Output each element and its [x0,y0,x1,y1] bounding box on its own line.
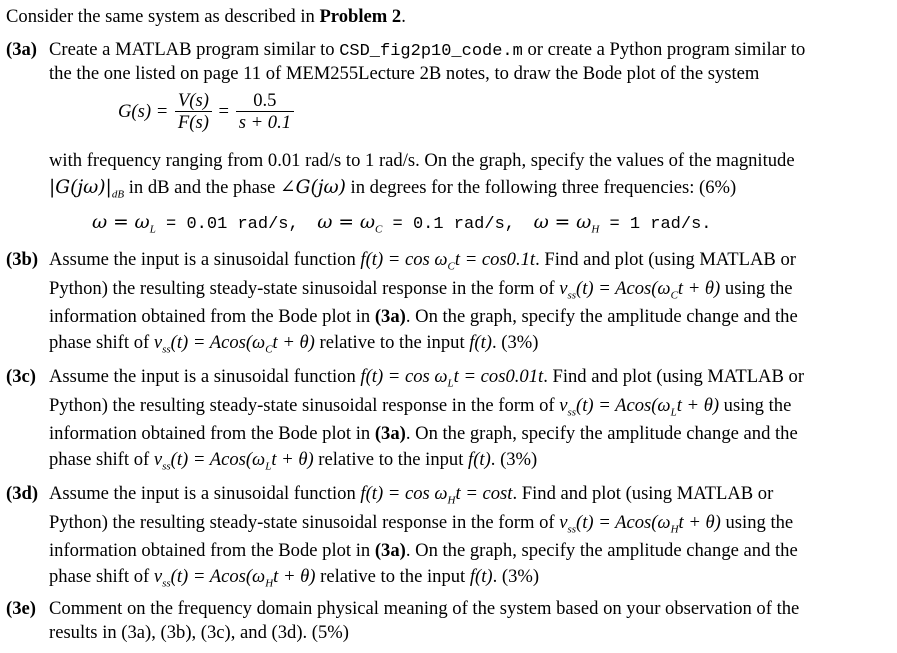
part-3a-text: Create a MATLAB program similar to [49,39,340,60]
part-3b-text: . Find and plot (using MATLAB or [535,249,796,270]
intro-suffix: . [401,6,406,27]
part-3c-text: using the [719,395,792,416]
intro-line [6,5,406,28]
part-3b-line-2 [49,277,793,300]
response-equation: (t) = Acos(ω [576,395,671,416]
part-3c-line-2 [49,394,791,417]
response-equation: t + θ) [678,512,721,533]
part-3a-text: or create a Python program similar to [522,39,806,60]
response-subscript: ss [567,289,577,302]
response-equation: (t) = Acos(ω [170,332,266,353]
part-3c-text: Assume the input is a sinusoidal function [49,366,361,387]
response-equation: t + θ) [273,566,316,587]
part-3d-line-4 [49,565,539,588]
part-3a-line-5 [49,176,736,199]
part-3a-text: in degrees for the following three frequencies: (6%) [345,177,737,198]
omega-subscript: L [447,377,454,390]
part-3b-text: information obtained from the Bode plot in [49,306,375,327]
fraction-denominator: F(s) [177,112,209,134]
part-reference: (3a) [374,423,406,444]
part-3c-text: phase shift of [49,449,154,470]
response-equation: (t) = Acos(ω [576,278,671,299]
part-3c-text: . (3%) [490,449,538,470]
part-3d-line-2 [49,511,793,534]
part-3d-line-3 [49,539,798,562]
part-3c-text: information obtained from the Bode plot in [49,423,375,444]
part-3b-text: phase shift of [49,332,154,353]
response-subscript: ss [162,460,171,473]
response-subscript: ss [567,523,577,536]
part-3e-line-1: Comment on the frequency domain physical meaning of the system based on your observation of the [49,598,800,619]
response-equation: (t) = Acos(ω [576,512,671,533]
part-3b-text: Assume the input is a sinusoidal function [49,249,361,270]
part-3e-label: (3e) [6,598,36,619]
part-3c-text: Python) the resulting steady-state sinusoidal response in the form of [49,395,560,416]
response-equation: t + θ) [271,449,314,470]
freq-low-subscript: L [149,223,156,236]
omega-subscript: H [265,577,274,590]
freq-high-subscript: H [591,223,600,236]
part-3d-line-1 [49,482,773,505]
part-3c-line-3 [49,422,798,445]
part-3b-label: (3b) [6,249,39,270]
part-3a-line-1 [49,38,805,62]
omega-subscript: C [447,260,455,273]
fraction-v-over-f [175,90,212,134]
part-3c-text: relative to the input [313,449,469,470]
part-3c-text: . Find and plot (using MATLAB or [543,366,805,387]
part-3d-text: . On the graph, specify the amplitude change and the [405,540,798,561]
part-3c-label: (3c) [6,366,36,387]
freq-high-symbol: ω = ω [533,212,592,233]
response-equation: t + θ) [272,332,315,353]
response-subscript: ss [567,406,577,419]
input-symbol: f(t) [469,332,492,353]
phase-expression: ∠G(jω) [280,177,346,198]
part-3d-text: information obtained from the Bode plot in [49,540,375,561]
fraction-gain [236,90,294,134]
response-symbol: v [559,512,568,533]
response-equation: (t) = Acos(ω [170,566,266,587]
response-equation: (t) = Acos(ω [170,449,266,470]
problem-reference: Problem 2 [319,6,402,27]
part-3a-line-4: with frequency ranging from 0.01 rad/s to 1 rad/s. On the graph, specify the values of the magnitude [49,150,795,171]
part-3d-text: . Find and plot (using MATLAB or [512,483,774,504]
fraction-denominator: s + 0.1 [238,112,292,134]
omega-subscript: C [670,289,678,302]
part-3d-text: Assume the input is a sinusoidal function [49,483,361,504]
transfer-function-equation [118,90,296,134]
part-3b-text: Python) the resulting steady-state sinusoidal response in the form of [49,278,560,299]
part-3d-text: . (3%) [492,566,540,587]
frequency-list [92,211,711,235]
input-function: t = cos0.1t [454,249,536,270]
magnitude-subscript: dB [111,188,125,201]
part-3a-text: in dB and the phase [124,177,281,198]
part-3b-line-1 [49,248,796,271]
input-symbol: f(t) [468,449,491,470]
part-3d-text: Python) the resulting steady-state sinusoidal response in the form of [49,512,560,533]
part-3a-line-2: the the one listed on page 11 of MEM255Lecture 2B notes, to draw the Bode plot of the system [49,63,760,84]
part-3b-line-4 [49,331,538,354]
part-3b-text: using the [720,278,793,299]
code-filename: CSD_fig2p10_code.m [339,42,523,61]
input-function: f(t) = cos ω [360,483,448,504]
response-subscript: ss [162,343,171,356]
input-function: t = cos0.01t [453,366,544,387]
response-symbol: v [153,449,163,470]
transfer-lhs: G(s) = [118,101,169,123]
fraction-numerator: 0.5 [236,90,294,112]
freq-low-value: = 0.01 rad/s, [155,215,299,234]
part-3d-text: using the [720,512,794,533]
freq-corner-subscript: C [375,223,383,236]
fraction-numerator: V(s) [175,90,212,112]
part-reference: (3a) [374,306,406,327]
input-function: f(t) = cos ω [360,249,448,270]
response-symbol: v [153,566,163,587]
response-symbol: v [559,278,568,299]
part-3b-line-3 [49,305,798,328]
part-3e-line-2: results in (3a), (3b), (3c), and (3d). (5%) [49,622,349,643]
part-3b-text: . (3%) [491,332,539,353]
omega-subscript: C [265,343,273,356]
equals-sign: = [218,101,230,123]
response-equation: t + θ) [676,395,720,416]
input-symbol: f(t) [469,566,493,587]
freq-corner-symbol: ω = ω [317,212,376,233]
part-3d-text: relative to the input [315,566,470,587]
part-3c-text: . On the graph, specify the amplitude change and the [405,423,798,444]
freq-corner-value: = 0.1 rad/s, [382,215,515,234]
omega-subscript: H [447,494,456,507]
part-3d-text: phase shift of [49,566,154,587]
response-equation: t + θ) [677,278,721,299]
part-3d-label: (3d) [6,483,39,504]
intro-prefix: Consider the same system as described in [6,6,320,27]
part-3c-line-1 [49,365,804,388]
response-symbol: v [153,332,163,353]
part-reference: (3a) [374,540,406,561]
omega-subscript: L [670,406,677,419]
part-3b-text: relative to the input [314,332,470,353]
omega-subscript: H [670,523,679,536]
part-3b-text: . On the graph, specify the amplitude change and the [405,306,798,327]
part-3a-label: (3a) [6,39,37,60]
response-symbol: v [559,395,568,416]
omega-subscript: L [265,460,272,473]
magnitude-expression: |G(jω)| [49,177,112,198]
freq-high-value: = 1 rad/s. [599,215,712,234]
input-function: f(t) = cos ω [360,366,448,387]
freq-low-symbol: ω = ω [92,212,150,233]
input-function: t = cost [455,483,513,504]
response-subscript: ss [162,577,171,590]
part-3c-line-4 [49,448,537,471]
